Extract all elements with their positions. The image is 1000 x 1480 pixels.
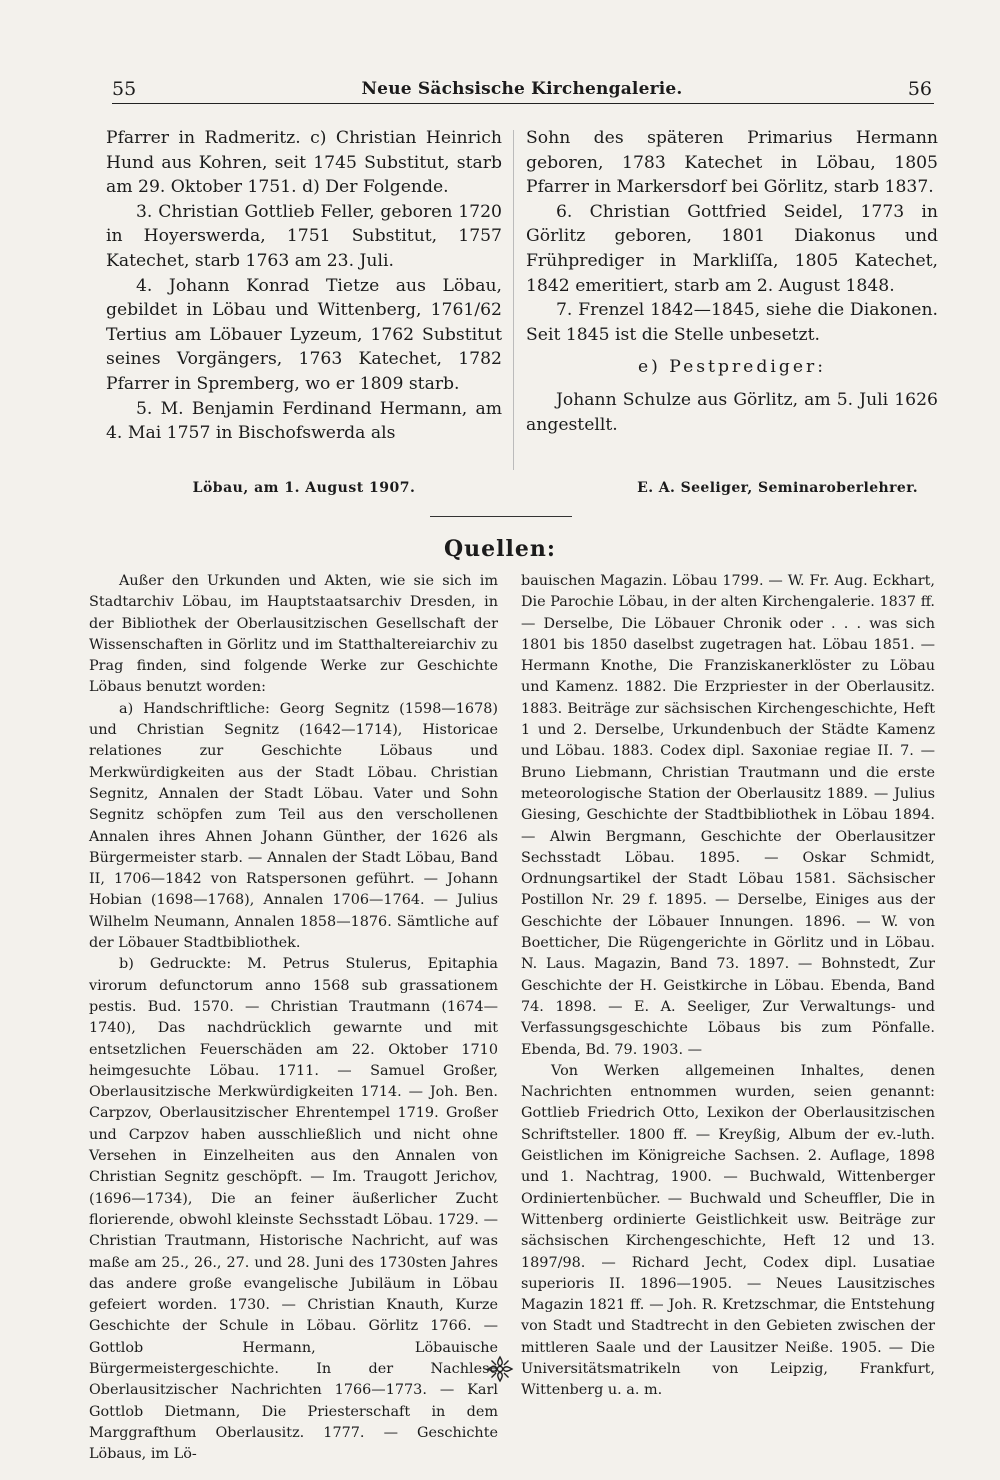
author-signature: E. A. Seeliger, Seminaroberlehrer. bbox=[637, 480, 918, 496]
paragraph: Von Werken allgemeinen Inhaltes, denen Nachrichten entnommen wurden, seien genannt: Gottlieb Friedrich Otto, Lexikon der Oberlausitzischen Schriftsteller. 1800 ff. — Kreyßig, Album der ev.-luth. Geistlichen im Königreiche Sachsen. 2. Auflage, 1898 und 1. Nachtrag, 1900. — Buchwald, Wittenberger Ordiniertenbücher. — Buchwald und Scheuffler, Die in Wittenberg ordinierte Geistlichkeit usw. Beiträge zur sächsischen Kirchengeschichte, Heft 12 und 13. 1897/98. — Richard Jecht, Codex dipl. Lusatiae superioris II. 1896—1905. — Neues Lausitzisches Magazin 1821 ff. — Joh. R. Kretzschmar, die Entstehung von Stadt und Stadtrecht in den Gebieten zwischen der mittleren Saale und der Lausitzer Neiße. 1905. — Die Universitätsmatrikeln von Leipzig, Frankfurt, Wittenberg u. a. m. bbox=[521, 1062, 935, 1399]
upper-right-column bbox=[526, 126, 938, 437]
page-number-right: 56 bbox=[907, 78, 932, 100]
flower-ornament-icon bbox=[486, 1355, 514, 1383]
running-title: Neue Sächsische Kirchengalerie. bbox=[361, 79, 683, 99]
upper-left-column bbox=[106, 126, 502, 446]
paragraph: 6. Christian Gottfried Seidel, 1773 in Görlitz geboren, 1801 Diakonus und Frühprediger in Markliſſa, 1805 Katechet, 1842 emeritiert, starb am 2. August 1848. bbox=[526, 201, 938, 296]
place-date-signature: Löbau, am 1. August 1907. bbox=[192, 480, 416, 496]
paragraph: Johann Schulze aus Görlitz, am 5. Juli 1626 angestellt. bbox=[526, 389, 938, 435]
paragraph: a) Handschriftliche: Georg Segnitz (1598—1678) und Christian Segnitz (1642—1714), Historicae relationes zur Geschichte Löbaus und Merkwürdigkeiten aus der Stadt Löbau. Christian Segnitz, Annalen der Stadt Löbau. Vater und Sohn Segnitz schöpfen zum Teil aus den verschollenen Annalen ihres Ahnen Johann Günther, der 1626 als Bürgermeister starb. — Annalen der Stadt Löbau, Band II, 1706—1842 von Ratspersonen geführt. — Johann Hobian (1698—1768), Annalen 1706—1764. — Julius Wilhelm Neumann, Annalen 1858—1876. Sämtliche auf der Löbauer Stadtbibliothek. bbox=[89, 700, 498, 952]
paragraph: Pfarrer in Radmeritz. c) Christian Heinrich Hund aus Kohren, seit 1745 Substitut, starb am 29. Oktober 1751. d) Der Folgende. bbox=[106, 128, 502, 198]
paragraph: b) Gedruckte: M. Petrus Stulerus, Epitaphia virorum defunctorum anno 1568 sub grassationem pestis. Bud. 1570. — Christian Trautmann (1674—1740), Das nachdrücklich gewarnte und mit entsetzlichen Feuerschäden am 22. Oktober 1710 heimgesuchte Löbau. 1711. — Samuel Großer, Oberlausitzische Merkwürdigkeiten 1714. — Joh. Ben. Carpzov, Oberlausitzischer Ehrentempel 1719. Großer und Carpzov haben ausschließlich und nicht ohne Versehen in Einzelheiten aus den Annalen von Christian Segnitz geschöpft. — Im. Traugott Jerichov, (1696—1734), Die an feiner äußerlicher Zucht florierende, obwohl kleinste Sechsstadt Löbau. 1729. — Christian Trautmann, Historische Nachricht, auf was maße am 25., 26., 27. und 28. Juni des 1730sten Jahres das andere große evangelische Jubiläum in Löbau gefeiert worden. 1730. — Christian Knauth, Kurze Geschichte der Schule in Löbau. Görlitz 1766. — Gottlob Hermann, Löbauische Bürgermeistergeschichte. In der Nachlese Oberlausitzischer Nachrichten 1766—1773. — Karl Gottlob Dietmann, Die Priesterschaft in dem Marggrafthum Oberlausitz. 1777. — Geschichte Löbaus, im Lö- bbox=[89, 956, 498, 1463]
sources-heading: Quellen: bbox=[444, 536, 556, 562]
section-heading: e) Pestprediger: bbox=[637, 357, 827, 378]
paragraph: 4. Johann Konrad Tietze aus Löbau, gebildet in Löbau und Wittenberg, 1761/62 Tertius am Löbauer Lyzeum, 1762 Substitut seines Vorgängers, 1763 Katechet, 1782 Pfarrer in Spremberg, wo er 1809 starb. bbox=[106, 275, 502, 394]
paragraph: Außer den Urkunden und Akten, wie sie sich im Stadtarchiv Löbau, im Hauptstaatsarchiv Dresden, in der Bibliothek der Oberlausitzischen Gesellschaft der Wissenschaften in Görlitz und im Statthaltereiarchiv zu Prag finden, sind folgende Werke zur Geschichte Löbaus benutzt worden: bbox=[89, 573, 498, 696]
paragraph: bauischen Magazin. Löbau 1799. — W. Fr. Aug. Eckhart, Die Parochie Löbau, in der alten Kirchengalerie. 1837 ff. — Derselbe, Die Löbauer Chronik oder . . . was sich 1801 bis 1850 daselbst zugetragen hat. Löbau 1851. — Hermann Knothe, Die Franziskanerklöster zu Löbau und Kamenz. 1882. Die Erzpriester in der Oberlausitz. 1883. Beiträge zur sächsischen Kirchengeschichte, Heft 1 und 2. Derselbe, Urkundenbuch der Städte Kamenz und Löbau. 1883. Codex dipl. Saxoniae regiae II. 7. — Bruno Liebmann, Christian Trautmann und die erste meteorologische Station der Oberlausitz 1889. — Julius Giesing, Geschichte der Stadtbibliothek in Löbau 1894. — Alwin Bergmann, Geschichte der Oberlausitzer Sechsstadt Löbau. 1895. — Oskar Schmidt, Ordnungsartikel der Stadt Löbau 1581. Sächsischer Postillon Nr. 29 f. 1895. — Derselbe, Einiges aus der Geschichte der Löbauer Innungen. 1896. — W. von Boetticher, Die Rügengerichte in Görlitz und in Löbau. N. Laus. Magazin, Band 73. 1897. — Bohnstedt, Zur Geschichte der H. Geistkirche in Löbau. Ebenda, Band 74. 1898. — E. A. Seeliger, Zur Verwaltungs- und Verfassungsgeschichte Löbaus bis zum Pönfalle. Ebenda, Bd. 79. 1903. — bbox=[521, 573, 935, 1058]
sources-left-column bbox=[89, 571, 498, 1465]
column-divider bbox=[513, 130, 514, 470]
sources-right-column bbox=[521, 571, 935, 1402]
paragraph: 5. M. Benjamin Ferdinand Hermann, am 4. Mai 1757 in Bischofswerda als bbox=[106, 398, 502, 444]
section-rule bbox=[430, 516, 572, 517]
paragraph: 3. Christian Gottlieb Feller, geboren 1720 in Hoyerswerda, 1751 Substitut, 1757 Katechet, starb 1763 am 23. Juli. bbox=[106, 201, 502, 271]
header-rule bbox=[112, 103, 934, 104]
paragraph: Sohn des späteren Primarius Hermann geboren, 1783 Katechet in Löbau, 1805 Pfarrer in Markersdorf bei Görlitz, starb 1837. bbox=[526, 128, 938, 198]
page-number-left: 55 bbox=[112, 78, 137, 100]
paragraph: 7. Frenzel 1842—1845, siehe die Diakonen. Seit 1845 ist die Stelle unbesetzt. bbox=[526, 300, 938, 345]
running-header bbox=[112, 78, 932, 106]
